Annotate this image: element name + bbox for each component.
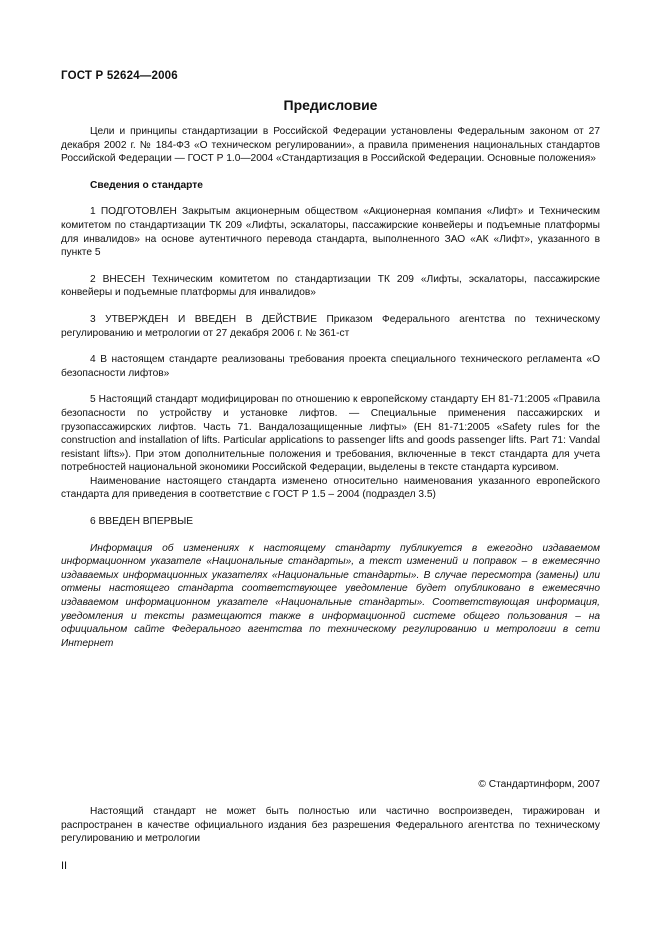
page-number: II [61, 860, 68, 872]
reproduction-notice-wrap [61, 805, 600, 846]
page-title: Предисловие [283, 97, 378, 113]
item-5-note: Наименование настоящего стандарта изменено относительно наименования указанного европейского стандарта для приведения в соответствие с ГОСТ Р 1.5 – 2004 (подраздел 3.5) [61, 475, 600, 501]
copyright: © Стандартинформ, 2007 [478, 779, 600, 790]
intro-paragraph: Цели и принципы стандартизации в Российской Федерации установлены Федеральным законом от 27 декабря 2002 г. № 184-ФЗ «О техническом регулировании», а правила применения национальных стандартов Российской Федерации — ГОСТ Р 1.0—2004 «Стандартизация в Российской Федерации. Основные положения» [61, 126, 600, 165]
item-5: 5 Настоящий стандарт модифицирован по отношению к европейскому стандарту ЕН 81-71:2005 «Правила безопасности по устройству и установке лифтов. — Специальные применения пассажирских и грузопассажирских лифтов. Часть 71. Вандалозащищенные лифты» (EH 81-71:2005 «Safety rules for the construction and installation of lifts. Particular applications to passenger lifts and goods passenger lifts. Part 71: Vandal resistant lifts»). При этом дополнительные положения и требования, включенные в текст стандарта для учета потребностей национальной экономики Российской Федерации, выделены в тексте стандарта курсивом. [61, 394, 600, 474]
reproduction-notice: Настоящий стандарт не может быть полностью или частично воспроизведен, тиражирован и распространен в качестве официального издания без разрешения Федерального агентства по техническому регулированию и метрологии [61, 806, 600, 845]
item-3: 3 УТВЕРЖДЕН И ВВЕДЕН В ДЕЙСТВИЕ Приказом Федерального агентства по техническому регулированию и метрологии от 27 декабря 2006 г. № 361-ст [61, 313, 600, 339]
item-1: 1 ПОДГОТОВЛЕН Закрытым акционерным обществом «Акционерная компания «Лифт» и Техническим комитетом по стандартизации ТК 209 «Лифты, эскалаторы, пассажирские конвейеры и подъемные платформы для инвалидов» на основе аутентичного перевода стандарта, выполненного ЗАО «АК «Лифт», указанного в пункте 5 [61, 206, 600, 259]
standard-code-header: ГОСТ Р 52624—2006 [61, 70, 178, 82]
info-heading: Сведения о стандарте [90, 179, 203, 191]
info-notice: Информация об изменениях к настоящему стандарту публикуется в ежегодно издаваемом информационном указателе «Национальные стандарты», а текст изменений и поправок – в ежемесячно издаваемых информационных указателях «Национальные стандарты». В случае пересмотра (замены) или отмены настоящего стандарта соответствующее уведомление будет опубликовано в ежемесячно издаваемом информационном указателе «Национальные стандарты». Соответствующая информация, уведомления и тексты размещаются также в информационной системе общего пользования – на официальном сайте Федерального агентства по техническому регулированию и метрологии в сети Интернет [61, 542, 600, 649]
item-4: 4 В настоящем стандарте реализованы требования проекта специального технического регламента «О безопасности лифтов» [61, 354, 600, 379]
item-6: 6 ВВЕДЕН ВПЕРВЫЕ [90, 516, 194, 528]
item-2: 2 ВНЕСЕН Техническим комитетом по стандартизации ТК 209 «Лифты, эскалаторы, пассажирские конвейеры и подъемные платформы для инвалидов» [61, 273, 600, 299]
foreword-body [61, 125, 600, 650]
